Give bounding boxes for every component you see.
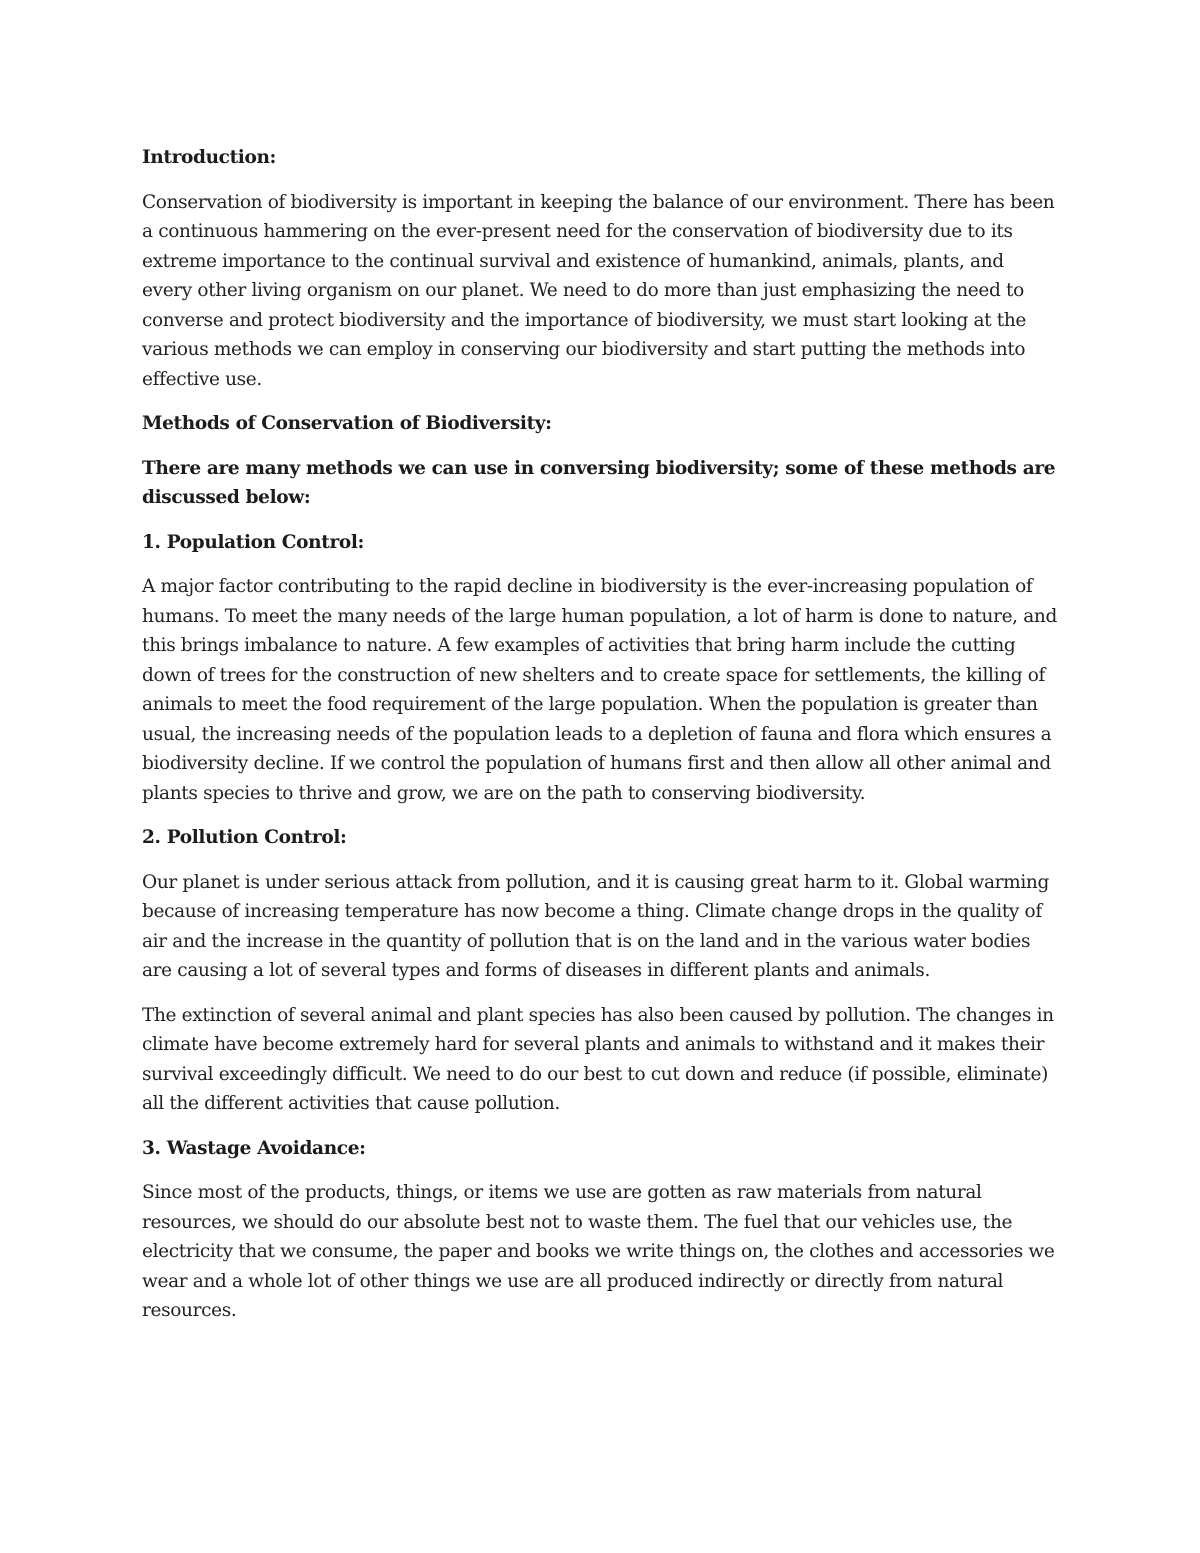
methods-heading: Methods of Conservation of Biodiversity: — [142, 413, 552, 434]
introduction-paragraph: Conservation of biodiversity is important in keeping the balance of our environment. There has been a continuous hammering on the ever-present need for the conservation of biodiversity due to its extreme importance to the continual survival and existence of humankind, animals, plants, and every other living organism on our planet. We need to do more than just emphasizing the need to converse and protect biodiversity and the importance of biodiversity, we must start looking at the various methods we can employ in conserving our biodiversity and start putting the methods into effective use. — [142, 191, 1055, 390]
pollution-control-paragraph-2: The extinction of several animal and plant species has also been caused by pollution. The changes in climate have become extremely hard for several plants and animals to withstand and it makes their survival exceedingly difficult. We need to do our best to cut down and reduce (if possible, eliminate) all the different activities that cause pollution. — [142, 1004, 1054, 1114]
population-control-paragraph: A major factor contributing to the rapid decline in biodiversity is the ever-increasing population of humans. To meet the many needs of the large human population, a lot of harm is done to nature, and this brings imbalance to nature. A few examples of activities that bring harm include the cutting down of trees for the construction of new shelters and to create space for settlements, the killing of animals to meet the food requirement of the large population. When the population is greater than usual, the increasing needs of the population leads to a depletion of fauna and flora which ensures a biodiversity decline. If we control the population of humans first and then allow all other animal and plants species to thrive and grow, we are on the path to conserving biodiversity. — [142, 576, 1057, 804]
pollution-control-paragraph-1: Our planet is under serious attack from pollution, and it is causing great harm to it. Global warming because of increasing temperature has now become a thing. Climate change drops in the quality of air and the increase in the quantity of pollution that is on the land and in the various water bodies are causing a lot of several types and forms of diseases in different plants and animals. — [142, 871, 1049, 981]
introduction-heading: Introduction: — [142, 147, 277, 168]
document-body — [142, 143, 1057, 1341]
wastage-avoidance-paragraph: Since most of the products, things, or items we use are gotten as raw materials from natural resources, we should do our absolute best not to waste them. The fuel that our vehicles use, the electricity that we consume, the paper and books we write things on, the clothes and accessories we wear and a whole lot of other things we use are all produced indirectly or directly from natural resources. — [142, 1182, 1055, 1321]
pollution-control-heading: 2. Pollution Control: — [142, 827, 347, 848]
methods-lead: There are many methods we can use in conversing biodiversity; some of these methods are discussed below: — [142, 457, 1056, 508]
population-control-heading: 1. Population Control: — [142, 531, 365, 553]
wastage-avoidance-heading: 3. Wastage Avoidance: — [142, 1137, 366, 1159]
